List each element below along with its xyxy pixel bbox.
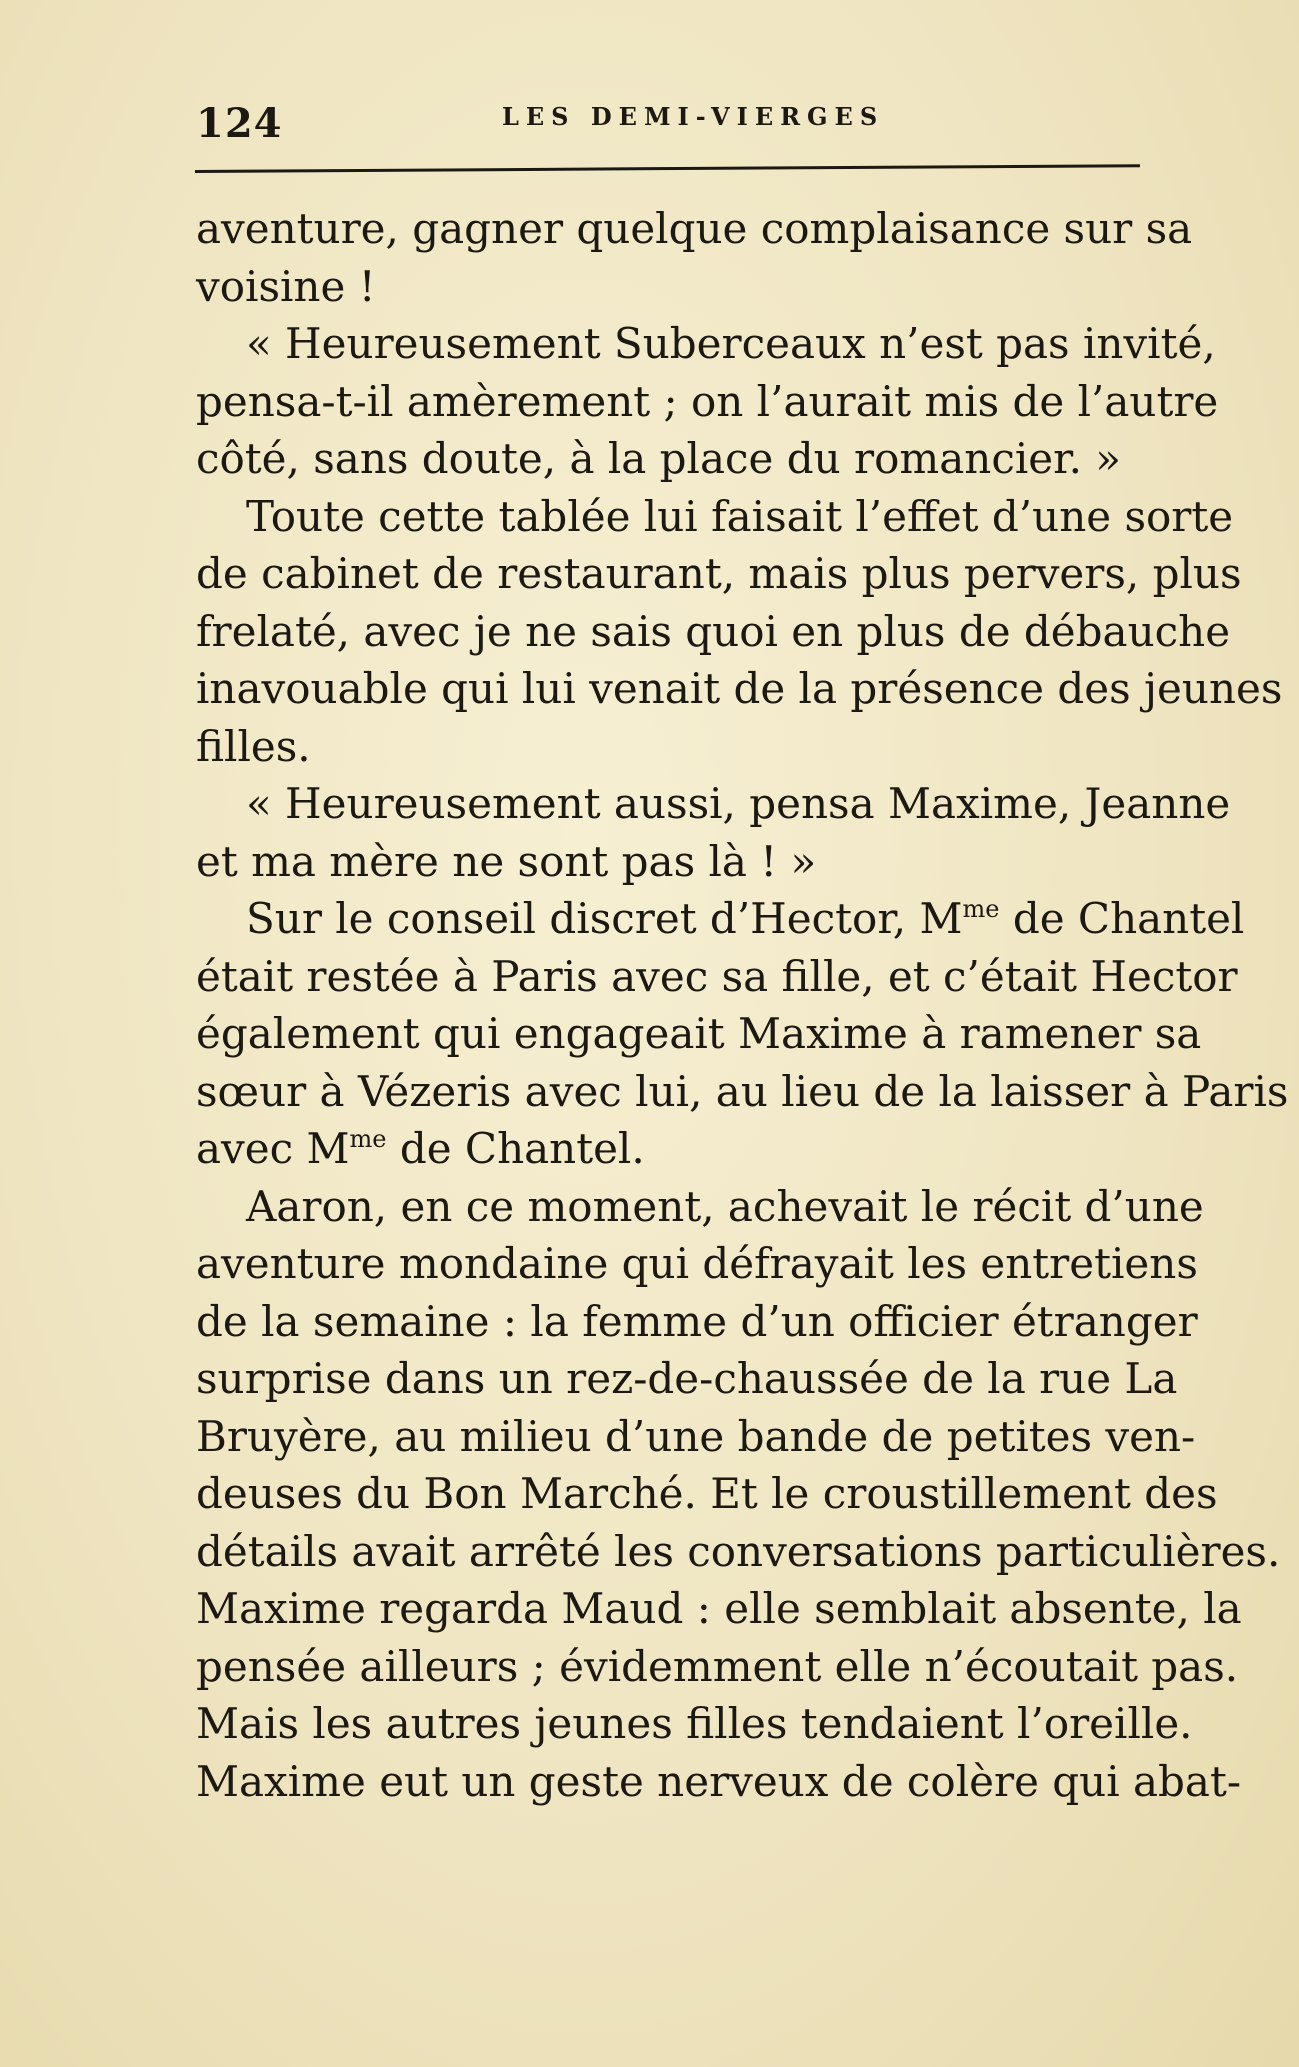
text-line: inavouable qui lui venait de la présence des jeunes [196,664,1283,713]
text-line [196,890,1245,948]
text-line: Toute cette tablée lui faisait l’effet d’une sorte [246,491,1234,541]
running-title: LES DEMI-VIERGES [502,102,885,131]
text-line: Maxime eut un geste nerveux de colère qui abat- [196,1756,1242,1806]
text-line: sœur à Vézeris avec lui, au lieu de la laisser à Paris [196,1066,1289,1116]
text-line: était restée à Paris avec sa fille, et c’était Hector [196,951,1238,1001]
body-text [196,200,1289,1810]
text-line: Bruyère, au milieu d’une bande de petites ven- [196,1411,1196,1461]
text-line: de la semaine : la femme d’un officier étranger [196,1296,1198,1346]
text-line: deuses du Bon Marché. Et le croustillement des [196,1469,1218,1518]
text-line: surprise dans un rez-de-chaussée de la rue La [196,1354,1178,1403]
text-line: aventure mondaine qui défrayait les entretiens [196,1239,1198,1288]
text-line: Mais les autres jeunes filles tendaient l’oreille. [196,1699,1193,1748]
text-line: frelaté, avec je ne sais quoi en plus de débauche [196,606,1231,656]
text-line: voisine ! [196,261,376,311]
header-rule [195,164,1140,173]
text-line [196,1120,1156,1178]
text-line: de cabinet de restaurant, mais plus pervers, plus [196,549,1242,598]
text-line: filles. [196,721,311,771]
text-line: et ma mère ne sont pas là ! » [196,836,817,886]
text-line: pensa-t-il amèrement ; on l’aurait mis de l’autre [196,376,1219,426]
page-header [192,92,1152,152]
superscript: me [962,895,1000,923]
text-line: Maxime regarda Maud : elle semblait absente, la [196,1584,1242,1633]
text-line: détails avait arrêté les conversations particulières. [196,1526,1281,1576]
text-segment: de Chantel. [386,1124,645,1173]
text-line: côté, sans doute, à la place du romancier. » [196,434,1121,483]
superscript: me [349,1125,387,1153]
text-line: pensée ailleurs ; évidemment elle n’écoutait pas. [196,1641,1239,1691]
text-segment: de Chantel [999,894,1245,943]
text-line: « Heureusement aussi, pensa Maxime, Jeanne [246,779,1231,828]
text-line: également qui engageait Maxime à ramener sa [196,1009,1202,1058]
text-line: Aaron, en ce moment, achevait le récit d’une [246,1181,1204,1231]
text-segment: avec M [196,1124,350,1173]
text-line: « Heureusement Suberceaux n’est pas invité, [246,319,1216,368]
page-number: 124 [196,100,283,147]
text-segment: Sur le conseil discret d’Hector, M [246,894,963,943]
text-line: aventure, gagner quelque complaisance sur sa [196,204,1193,253]
